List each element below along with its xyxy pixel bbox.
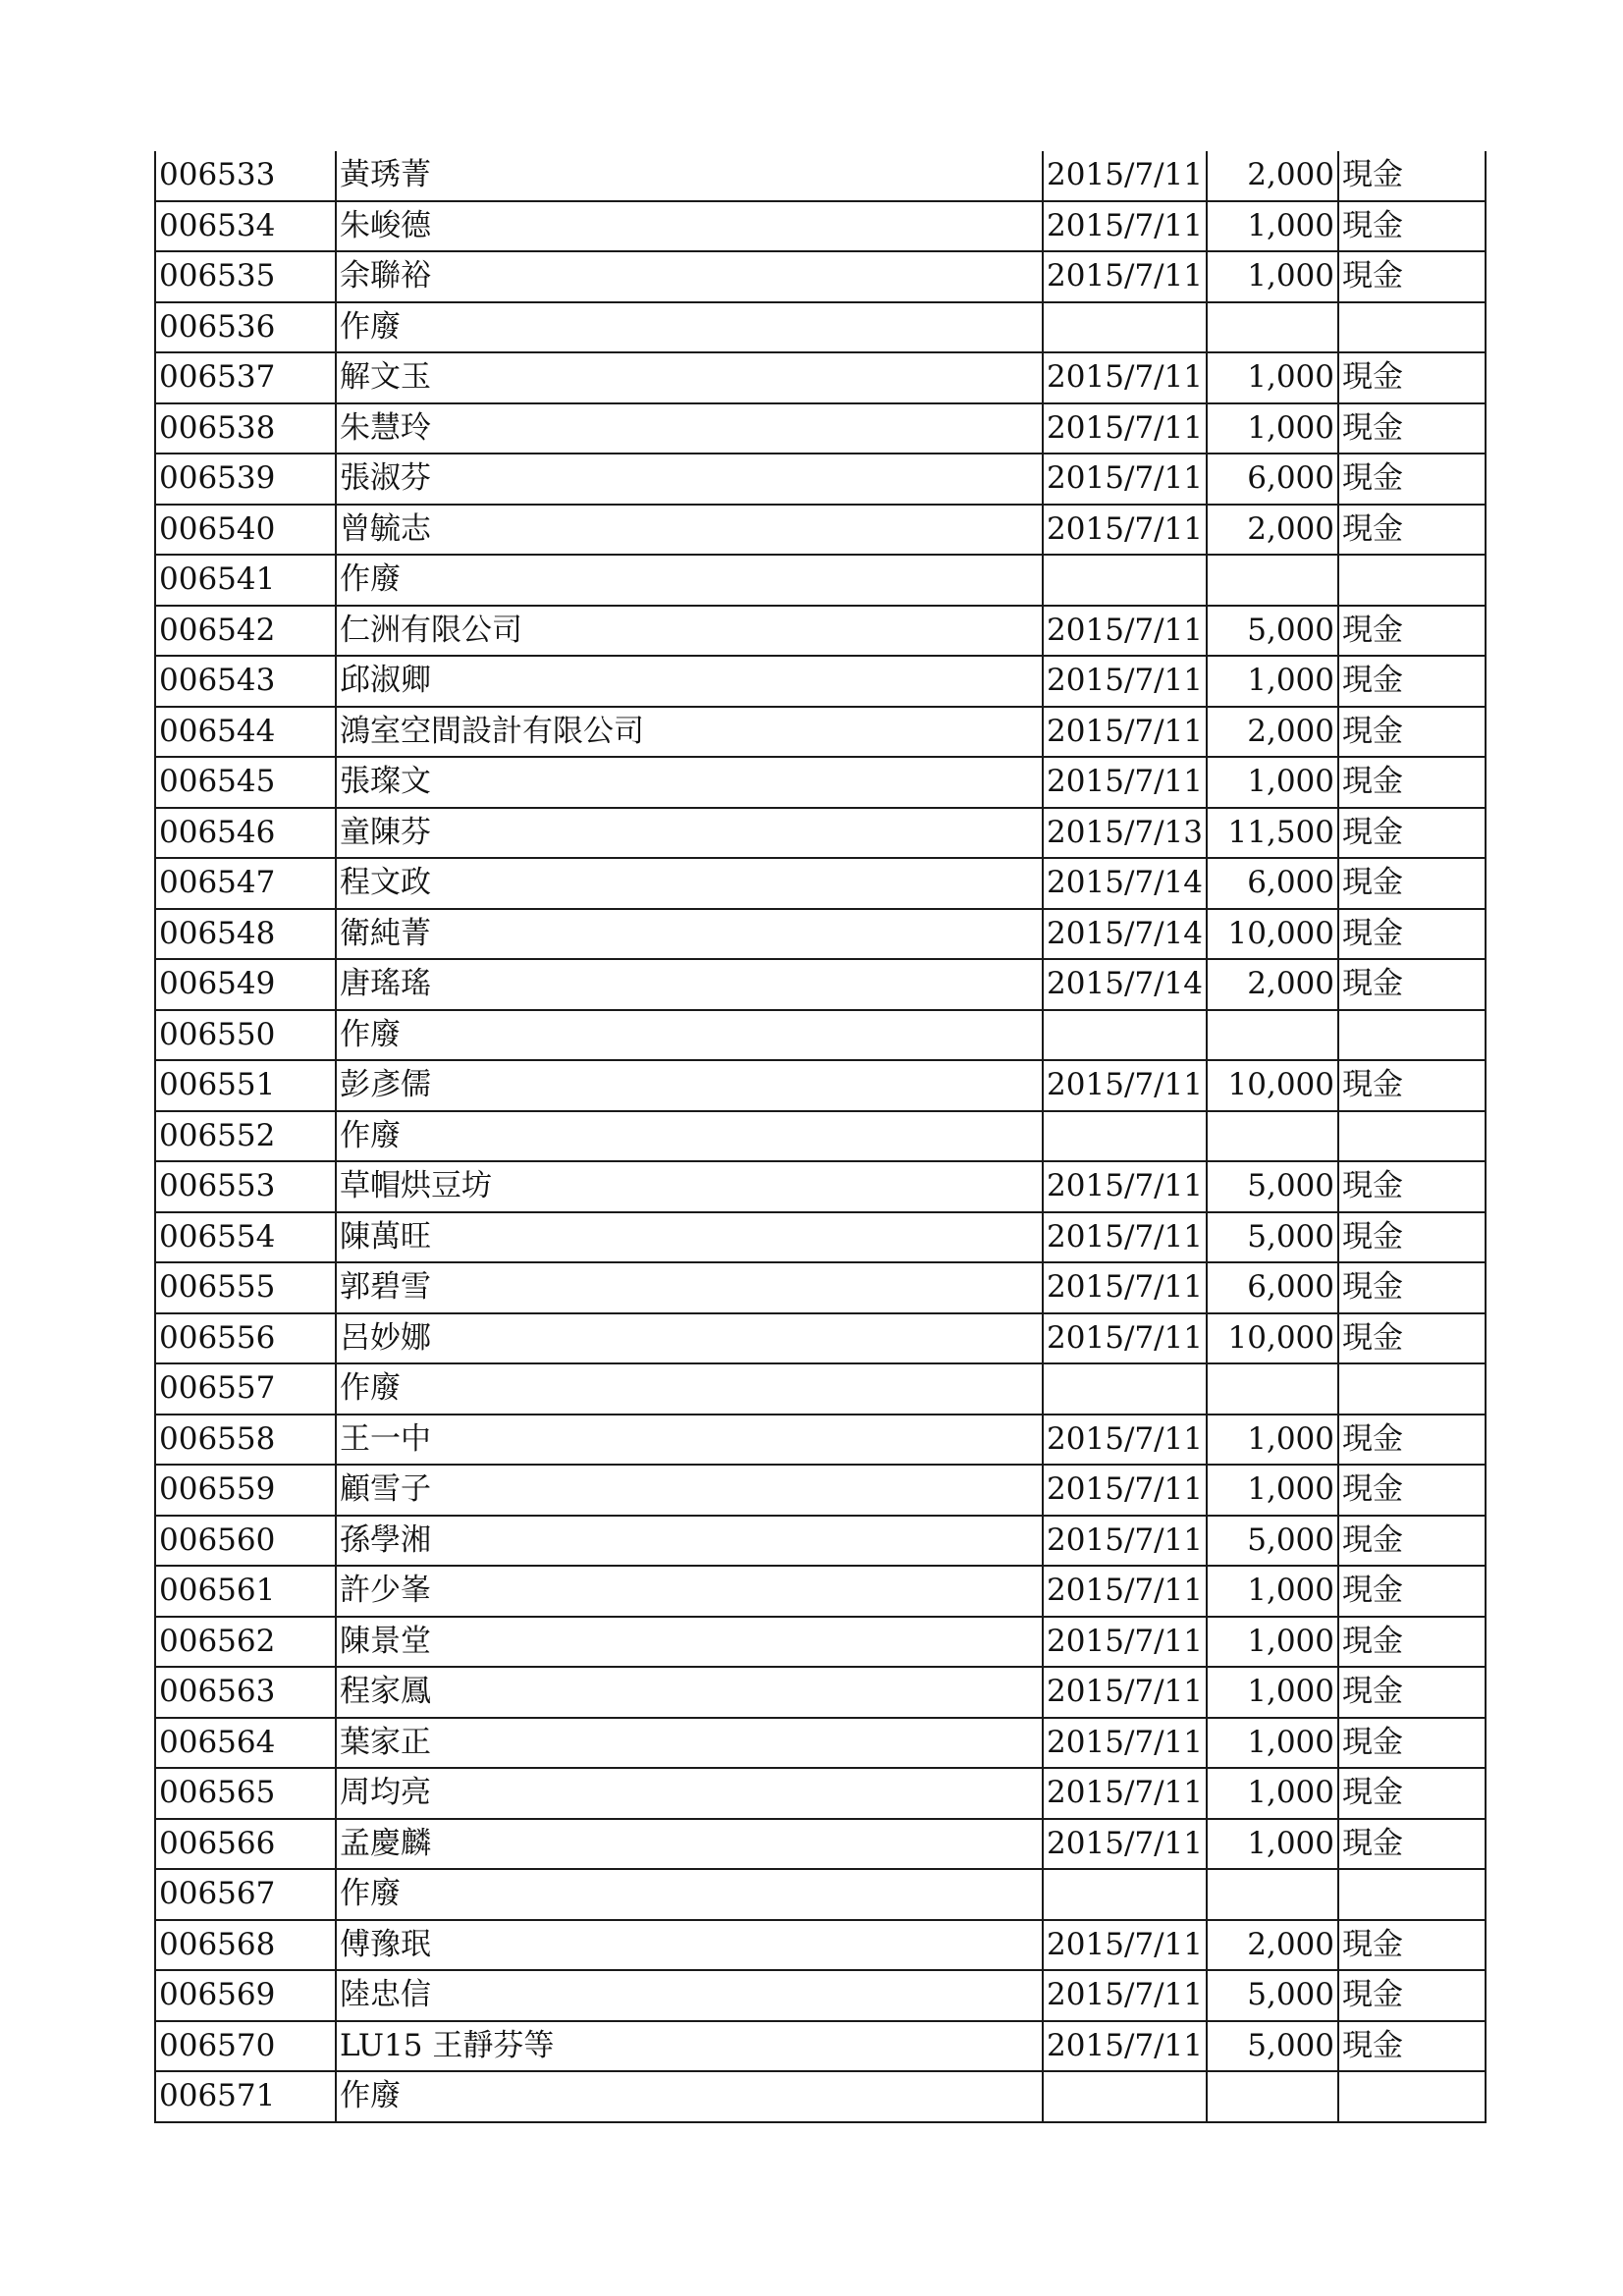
amount-cell: 10,000 (1207, 909, 1338, 960)
payment-method-cell: 現金 (1338, 1768, 1486, 1819)
payment-method-cell: 現金 (1338, 251, 1486, 302)
amount-cell (1207, 1010, 1338, 1061)
table-row (155, 606, 1486, 657)
date-cell (1043, 302, 1207, 353)
donor-name-cell: 程家鳳 (336, 1667, 1043, 1718)
payment-method-cell: 現金 (1338, 1617, 1486, 1668)
donor-name-cell: 作廢 (336, 1869, 1043, 1920)
payment-method-cell: 現金 (1338, 909, 1486, 960)
receipt-number-cell: 006563 (155, 1667, 336, 1718)
payment-method-cell: 現金 (1338, 1667, 1486, 1718)
amount-cell: 5,000 (1207, 606, 1338, 657)
amount-cell: 2,000 (1207, 151, 1338, 201)
receipt-number-cell: 006554 (155, 1212, 336, 1263)
donor-name-cell: 張璨文 (336, 757, 1043, 808)
date-cell: 2015/7/11 (1043, 151, 1207, 201)
receipt-number-cell: 006537 (155, 352, 336, 403)
date-cell: 2015/7/11 (1043, 1718, 1207, 1769)
donor-name-cell: 陳景堂 (336, 1617, 1043, 1668)
payment-method-cell: 現金 (1338, 151, 1486, 201)
receipt-number-cell: 006551 (155, 1060, 336, 1111)
table-row (155, 1161, 1486, 1212)
receipt-number-cell: 006566 (155, 1819, 336, 1870)
payment-method-cell: 現金 (1338, 858, 1486, 909)
table-row (155, 1920, 1486, 1971)
table-row (155, 1212, 1486, 1263)
table-row (155, 1566, 1486, 1617)
date-cell: 2015/7/11 (1043, 1970, 1207, 2021)
donor-name-cell: 程文政 (336, 858, 1043, 909)
table-row (155, 858, 1486, 909)
receipt-number-cell: 006558 (155, 1415, 336, 1466)
date-cell: 2015/7/11 (1043, 1516, 1207, 1567)
payment-method-cell: 現金 (1338, 1262, 1486, 1313)
receipt-number-cell: 006561 (155, 1566, 336, 1617)
amount-cell (1207, 302, 1338, 353)
table-row (155, 2071, 1486, 2122)
receipt-number-cell: 006545 (155, 757, 336, 808)
amount-cell: 5,000 (1207, 1970, 1338, 2021)
date-cell (1043, 1010, 1207, 1061)
date-cell (1043, 1111, 1207, 1162)
table-row (155, 1465, 1486, 1516)
receipt-number-cell: 006570 (155, 2021, 336, 2072)
receipt-number-cell: 006557 (155, 1363, 336, 1415)
receipt-number-cell: 006550 (155, 1010, 336, 1061)
amount-cell: 10,000 (1207, 1313, 1338, 1364)
donor-name-cell: 傅豫珉 (336, 1920, 1043, 1971)
payment-method-cell: 現金 (1338, 1415, 1486, 1466)
date-cell: 2015/7/11 (1043, 1415, 1207, 1466)
amount-cell: 6,000 (1207, 858, 1338, 909)
table-row (155, 555, 1486, 606)
payment-method-cell: 現金 (1338, 403, 1486, 454)
payment-method-cell: 現金 (1338, 201, 1486, 252)
date-cell: 2015/7/11 (1043, 757, 1207, 808)
donor-name-cell: 郭碧雪 (336, 1262, 1043, 1313)
table-row (155, 454, 1486, 505)
date-cell: 2015/7/11 (1043, 656, 1207, 707)
date-cell: 2015/7/11 (1043, 1313, 1207, 1364)
amount-cell: 1,000 (1207, 757, 1338, 808)
receipt-number-cell: 006568 (155, 1920, 336, 1971)
amount-cell (1207, 1111, 1338, 1162)
date-cell: 2015/7/13 (1043, 808, 1207, 859)
table-row (155, 757, 1486, 808)
amount-cell: 1,000 (1207, 201, 1338, 252)
payment-method-cell (1338, 302, 1486, 353)
donor-name-cell: 草帽烘豆坊 (336, 1161, 1043, 1212)
table-row (155, 1667, 1486, 1718)
amount-cell: 1,000 (1207, 1819, 1338, 1870)
donor-name-cell: 解文玉 (336, 352, 1043, 403)
table-row (155, 1010, 1486, 1061)
date-cell: 2015/7/11 (1043, 1667, 1207, 1718)
amount-cell (1207, 2071, 1338, 2122)
table-row (155, 808, 1486, 859)
date-cell: 2015/7/11 (1043, 1060, 1207, 1111)
amount-cell: 5,000 (1207, 1212, 1338, 1263)
payment-method-cell (1338, 1111, 1486, 1162)
date-cell: 2015/7/11 (1043, 201, 1207, 252)
donor-name-cell: 作廢 (336, 302, 1043, 353)
table-row (155, 1768, 1486, 1819)
payment-method-cell: 現金 (1338, 454, 1486, 505)
date-cell: 2015/7/11 (1043, 505, 1207, 556)
table-row (155, 1819, 1486, 1870)
donor-name-cell: 葉家正 (336, 1718, 1043, 1769)
payment-method-cell: 現金 (1338, 352, 1486, 403)
amount-cell: 1,000 (1207, 1718, 1338, 1769)
amount-cell: 2,000 (1207, 959, 1338, 1010)
receipt-number-cell: 006564 (155, 1718, 336, 1769)
date-cell: 2015/7/11 (1043, 1768, 1207, 1819)
payment-method-cell: 現金 (1338, 1516, 1486, 1567)
payment-method-cell: 現金 (1338, 757, 1486, 808)
amount-cell (1207, 555, 1338, 606)
amount-cell: 1,000 (1207, 352, 1338, 403)
amount-cell: 6,000 (1207, 1262, 1338, 1313)
donor-name-cell: 周均亮 (336, 1768, 1043, 1819)
donor-name-cell: 陸忠信 (336, 1970, 1043, 2021)
receipt-number-cell: 006553 (155, 1161, 336, 1212)
donor-name-cell: 曾毓志 (336, 505, 1043, 556)
table-row (155, 707, 1486, 758)
donor-name-cell: 顧雪子 (336, 1465, 1043, 1516)
donor-name-cell: 鴻室空間設計有限公司 (336, 707, 1043, 758)
receipt-number-cell: 006540 (155, 505, 336, 556)
table-row (155, 1970, 1486, 2021)
payment-method-cell: 現金 (1338, 505, 1486, 556)
donor-name-cell: 作廢 (336, 2071, 1043, 2122)
donor-name-cell: 王一中 (336, 1415, 1043, 1466)
receipt-number-cell: 006533 (155, 151, 336, 201)
payment-method-cell (1338, 555, 1486, 606)
table-row (155, 1617, 1486, 1668)
amount-cell (1207, 1363, 1338, 1415)
donor-name-cell: 邱淑卿 (336, 656, 1043, 707)
payment-method-cell: 現金 (1338, 1718, 1486, 1769)
donor-name-cell: 孫學湘 (336, 1516, 1043, 1567)
date-cell (1043, 555, 1207, 606)
amount-cell: 11,500 (1207, 808, 1338, 859)
donor-name-cell: 作廢 (336, 1111, 1043, 1162)
donor-name-cell: 朱峻德 (336, 201, 1043, 252)
donor-name-cell: 呂妙娜 (336, 1313, 1043, 1364)
amount-cell: 5,000 (1207, 1516, 1338, 1567)
receipt-number-cell: 006538 (155, 403, 336, 454)
amount-cell: 1,000 (1207, 1465, 1338, 1516)
donor-name-cell: 作廢 (336, 555, 1043, 606)
receipt-number-cell: 006542 (155, 606, 336, 657)
donor-name-cell: 衛純菁 (336, 909, 1043, 960)
payment-method-cell: 現金 (1338, 808, 1486, 859)
table-row (155, 505, 1486, 556)
payment-method-cell: 現金 (1338, 1313, 1486, 1364)
payment-method-cell: 現金 (1338, 656, 1486, 707)
payment-method-cell (1338, 2071, 1486, 2122)
donor-name-cell: 作廢 (336, 1010, 1043, 1061)
receipt-number-cell: 006548 (155, 909, 336, 960)
date-cell: 2015/7/11 (1043, 1161, 1207, 1212)
table-row (155, 909, 1486, 960)
date-cell: 2015/7/11 (1043, 707, 1207, 758)
receipt-number-cell: 006535 (155, 251, 336, 302)
amount-cell: 1,000 (1207, 1415, 1338, 1466)
table-row (155, 1869, 1486, 1920)
payment-method-cell: 現金 (1338, 1465, 1486, 1516)
receipt-number-cell: 006556 (155, 1313, 336, 1364)
receipt-number-cell: 006569 (155, 1970, 336, 2021)
donor-name-cell: 許少峯 (336, 1566, 1043, 1617)
donor-name-cell: 黃琇菁 (336, 151, 1043, 201)
receipt-number-cell: 006539 (155, 454, 336, 505)
amount-cell: 5,000 (1207, 1161, 1338, 1212)
amount-cell (1207, 1869, 1338, 1920)
receipt-number-cell: 006541 (155, 555, 336, 606)
date-cell: 2015/7/11 (1043, 251, 1207, 302)
table-row (155, 201, 1486, 252)
payment-method-cell: 現金 (1338, 2021, 1486, 2072)
date-cell: 2015/7/11 (1043, 1617, 1207, 1668)
payment-method-cell (1338, 1010, 1486, 1061)
date-cell: 2015/7/11 (1043, 1262, 1207, 1313)
receipt-number-cell: 006534 (155, 201, 336, 252)
receipt-number-cell: 006562 (155, 1617, 336, 1668)
date-cell: 2015/7/11 (1043, 1465, 1207, 1516)
receipt-number-cell: 006546 (155, 808, 336, 859)
amount-cell: 2,000 (1207, 505, 1338, 556)
amount-cell: 1,000 (1207, 1617, 1338, 1668)
date-cell: 2015/7/11 (1043, 1566, 1207, 1617)
donor-name-cell: 仁洲有限公司 (336, 606, 1043, 657)
amount-cell: 2,000 (1207, 707, 1338, 758)
payment-method-cell: 現金 (1338, 606, 1486, 657)
receipt-number-cell: 006544 (155, 707, 336, 758)
date-cell: 2015/7/11 (1043, 1819, 1207, 1870)
payment-method-cell (1338, 1363, 1486, 1415)
table-row (155, 151, 1486, 201)
table-row (155, 656, 1486, 707)
ledger-body (155, 151, 1486, 2122)
receipt-number-cell: 006567 (155, 1869, 336, 1920)
date-cell: 2015/7/11 (1043, 1212, 1207, 1263)
receipt-number-cell: 006549 (155, 959, 336, 1010)
amount-cell: 1,000 (1207, 251, 1338, 302)
donor-name-cell: 孟慶麟 (336, 1819, 1043, 1870)
donor-name-cell: 陳萬旺 (336, 1212, 1043, 1263)
payment-method-cell: 現金 (1338, 707, 1486, 758)
amount-cell: 1,000 (1207, 656, 1338, 707)
donor-name-cell: 唐瑤瑤 (336, 959, 1043, 1010)
amount-cell: 5,000 (1207, 2021, 1338, 2072)
payment-method-cell: 現金 (1338, 1161, 1486, 1212)
date-cell (1043, 2071, 1207, 2122)
donor-name-cell: 張淑芬 (336, 454, 1043, 505)
amount-cell: 6,000 (1207, 454, 1338, 505)
table-row (155, 1415, 1486, 1466)
table-row (155, 403, 1486, 454)
date-cell: 2015/7/14 (1043, 909, 1207, 960)
payment-method-cell: 現金 (1338, 1060, 1486, 1111)
table-row (155, 2021, 1486, 2072)
payment-method-cell: 現金 (1338, 1920, 1486, 1971)
donor-name-cell: 作廢 (336, 1363, 1043, 1415)
donation-ledger-table (154, 151, 1487, 2123)
receipt-number-cell: 006565 (155, 1768, 336, 1819)
date-cell: 2015/7/11 (1043, 403, 1207, 454)
receipt-number-cell: 006543 (155, 656, 336, 707)
table-row (155, 352, 1486, 403)
table-row (155, 1516, 1486, 1567)
payment-method-cell: 現金 (1338, 959, 1486, 1010)
date-cell: 2015/7/14 (1043, 858, 1207, 909)
date-cell: 2015/7/14 (1043, 959, 1207, 1010)
table-row (155, 251, 1486, 302)
amount-cell: 1,000 (1207, 403, 1338, 454)
date-cell: 2015/7/11 (1043, 454, 1207, 505)
donor-name-cell: LU15 王靜芬等 (336, 2021, 1043, 2072)
receipt-number-cell: 006555 (155, 1262, 336, 1313)
date-cell (1043, 1869, 1207, 1920)
donor-name-cell: 朱慧玲 (336, 403, 1043, 454)
receipt-number-cell: 006552 (155, 1111, 336, 1162)
date-cell: 2015/7/11 (1043, 2021, 1207, 2072)
payment-method-cell: 現金 (1338, 1970, 1486, 2021)
table-row (155, 302, 1486, 353)
table-row (155, 1060, 1486, 1111)
amount-cell: 1,000 (1207, 1566, 1338, 1617)
table-row (155, 1313, 1486, 1364)
table-row (155, 1111, 1486, 1162)
table-row (155, 959, 1486, 1010)
receipt-number-cell: 006559 (155, 1465, 336, 1516)
date-cell (1043, 1363, 1207, 1415)
donor-name-cell: 余聯裕 (336, 251, 1043, 302)
table-row (155, 1718, 1486, 1769)
payment-method-cell: 現金 (1338, 1212, 1486, 1263)
donor-name-cell: 彭彥儒 (336, 1060, 1043, 1111)
receipt-number-cell: 006536 (155, 302, 336, 353)
date-cell: 2015/7/11 (1043, 606, 1207, 657)
date-cell: 2015/7/11 (1043, 352, 1207, 403)
table-row (155, 1262, 1486, 1313)
payment-method-cell: 現金 (1338, 1566, 1486, 1617)
table-row (155, 1363, 1486, 1415)
amount-cell: 1,000 (1207, 1667, 1338, 1718)
receipt-number-cell: 006571 (155, 2071, 336, 2122)
date-cell: 2015/7/11 (1043, 1920, 1207, 1971)
receipt-number-cell: 006547 (155, 858, 336, 909)
amount-cell: 10,000 (1207, 1060, 1338, 1111)
amount-cell: 1,000 (1207, 1768, 1338, 1819)
amount-cell: 2,000 (1207, 1920, 1338, 1971)
payment-method-cell: 現金 (1338, 1819, 1486, 1870)
receipt-number-cell: 006560 (155, 1516, 336, 1567)
donor-name-cell: 童陳芬 (336, 808, 1043, 859)
payment-method-cell (1338, 1869, 1486, 1920)
